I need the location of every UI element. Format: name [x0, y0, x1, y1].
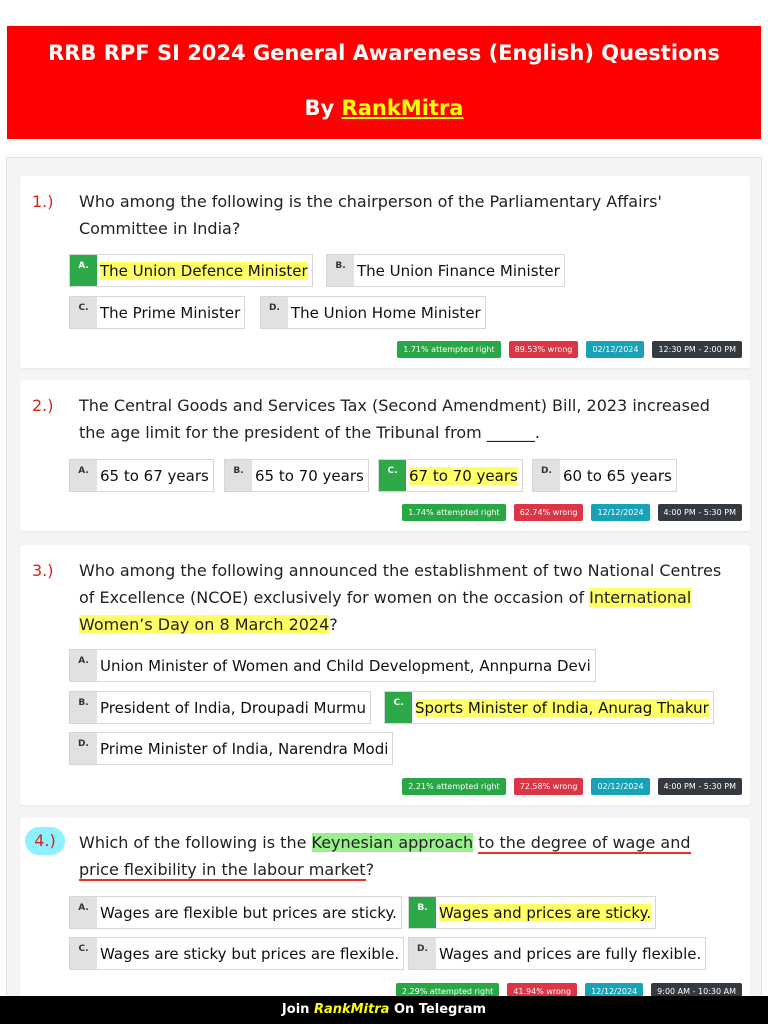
option-letter: D. — [70, 733, 97, 764]
option-text: Union Minister of Women and Child Development, Annpurna Devi — [100, 656, 591, 675]
question-text — [79, 557, 732, 638]
option-c[interactable] — [69, 937, 404, 970]
option-a[interactable] — [69, 254, 313, 287]
option-letter: C. — [70, 297, 97, 328]
option-d[interactable] — [69, 732, 393, 765]
option-letter: C. — [379, 460, 406, 491]
option-letter: B. — [225, 460, 252, 491]
byline — [7, 94, 761, 122]
footer-suffix: On Telegram — [393, 1002, 487, 1017]
option-text: 65 to 67 years — [100, 466, 209, 485]
question-text-part: Who among the following is the chairperson of the Parliamentary Affairs' Committee in India? — [79, 192, 662, 238]
option-c[interactable] — [69, 296, 245, 329]
stats-badges — [402, 504, 742, 521]
option-text: The Union Defence Minister — [100, 261, 308, 280]
time-badge: 12:30 PM - 2:00 PM — [652, 341, 742, 358]
option-b[interactable] — [408, 896, 656, 929]
option-text: The Prime Minister — [100, 303, 241, 322]
wrong-badge: 62.74% wrong — [514, 504, 584, 521]
question-number: 4.) — [25, 827, 65, 855]
option-letter: B. — [70, 692, 97, 723]
option-a[interactable] — [69, 649, 596, 682]
question-text — [79, 188, 732, 242]
wrong-badge: 72.58% wrong — [514, 778, 584, 795]
question-text-part: Which of the following is the — [79, 833, 312, 852]
option-b[interactable] — [224, 459, 369, 492]
time-badge: 4:00 PM - 5:30 PM — [658, 504, 742, 521]
question-number: 2.) — [32, 396, 54, 415]
option-letter: A. — [70, 255, 97, 286]
option-text: Wages are flexible but prices are sticky. — [100, 903, 397, 922]
option-letter: A. — [70, 460, 97, 491]
option-d[interactable] — [260, 296, 486, 329]
option-b[interactable] — [326, 254, 565, 287]
option-text: 60 to 65 years — [563, 466, 672, 485]
questions-panel — [6, 157, 762, 997]
option-letter: D. — [409, 938, 436, 969]
option-letter: C. — [385, 692, 412, 723]
footer-brand: RankMitra — [313, 1002, 390, 1017]
question-text-part: The Central Goods and Services Tax (Second Amendment) Bill, 2023 increased the age limit for the president of the Tribunal from ______. — [79, 396, 710, 442]
question-card — [20, 176, 750, 368]
question-text-part: ? — [365, 860, 375, 879]
option-letter: C. — [70, 938, 97, 969]
time-badge: 9:00 AM - 10:30 AM — [651, 983, 742, 997]
date-badge: 12/12/2024 — [585, 983, 643, 997]
date-badge: 02/12/2024 — [591, 778, 649, 795]
underlined-text: price flexibility in the labour market — [79, 860, 366, 879]
option-text: Wages and prices are sticky. — [439, 903, 652, 922]
option-letter: D. — [261, 297, 288, 328]
option-d[interactable] — [408, 937, 706, 970]
question-text-part: Who among the following announced the establishment of two National Centres of Excellence (NCOE) exclusively for women on the occasion of — [79, 561, 722, 607]
page-title: RRB RPF SI 2024 General Awareness (English) Questions — [48, 41, 720, 65]
attempted-right-badge: 1.71% attempted right — [397, 341, 500, 358]
option-letter: A. — [70, 650, 97, 681]
option-text: President of India, Droupadi Murmu — [100, 698, 367, 717]
date-badge: 02/12/2024 — [586, 341, 644, 358]
option-letter: B. — [409, 897, 436, 928]
option-c[interactable] — [378, 459, 523, 492]
option-letter: A. — [70, 897, 97, 928]
attempted-right-badge: 2.21% attempted right — [402, 778, 505, 795]
question-text — [79, 829, 732, 883]
option-text: Prime Minister of India, Narendra Modi — [100, 739, 389, 758]
date-badge: 12/12/2024 — [591, 504, 649, 521]
option-d[interactable] — [532, 459, 677, 492]
question-card — [20, 545, 750, 805]
page-header — [7, 26, 761, 139]
byline-prefix: By — [304, 96, 335, 120]
option-text: Wages are sticky but prices are flexible. — [100, 944, 400, 963]
telegram-footer-bar[interactable] — [0, 996, 768, 1024]
wrong-badge: 89.53% wrong — [509, 341, 579, 358]
brand-link[interactable]: RankMitra — [341, 96, 464, 120]
option-c[interactable] — [384, 691, 714, 724]
option-a[interactable] — [69, 896, 402, 929]
option-a[interactable] — [69, 459, 214, 492]
highlighted-text: Keynesian approach — [311, 833, 474, 852]
attempted-right-badge: 2.29% attempted right — [396, 983, 499, 997]
question-card — [20, 380, 750, 531]
question-text-part: ? — [329, 615, 338, 634]
question-number: 3.) — [32, 561, 54, 580]
highlighted-text: International Women’s Day on 8 March 2024 — [79, 588, 692, 634]
option-text: 67 to 70 years — [409, 466, 518, 485]
option-text: 65 to 70 years — [255, 466, 364, 485]
wrong-badge: 41.94% wrong — [507, 983, 577, 997]
option-text: The Union Finance Minister — [357, 261, 560, 280]
option-letter: B. — [327, 255, 354, 286]
option-text: The Union Home Minister — [291, 303, 481, 322]
option-text: Wages and prices are fully flexible. — [439, 944, 702, 963]
stats-badges — [402, 778, 742, 795]
stats-badges — [397, 341, 742, 358]
option-b[interactable] — [69, 691, 371, 724]
question-number: 1.) — [32, 192, 54, 211]
option-letter: D. — [533, 460, 560, 491]
footer-prefix: Join — [281, 1002, 310, 1017]
attempted-right-badge: 1.74% attempted right — [402, 504, 505, 521]
time-badge: 4:00 PM - 5:30 PM — [658, 778, 742, 795]
stats-badges — [396, 983, 742, 997]
underlined-text: to the degree of wage and — [478, 833, 691, 852]
question-card — [20, 818, 750, 997]
question-text — [79, 392, 732, 446]
option-text: Sports Minister of India, Anurag Thakur — [415, 698, 709, 717]
